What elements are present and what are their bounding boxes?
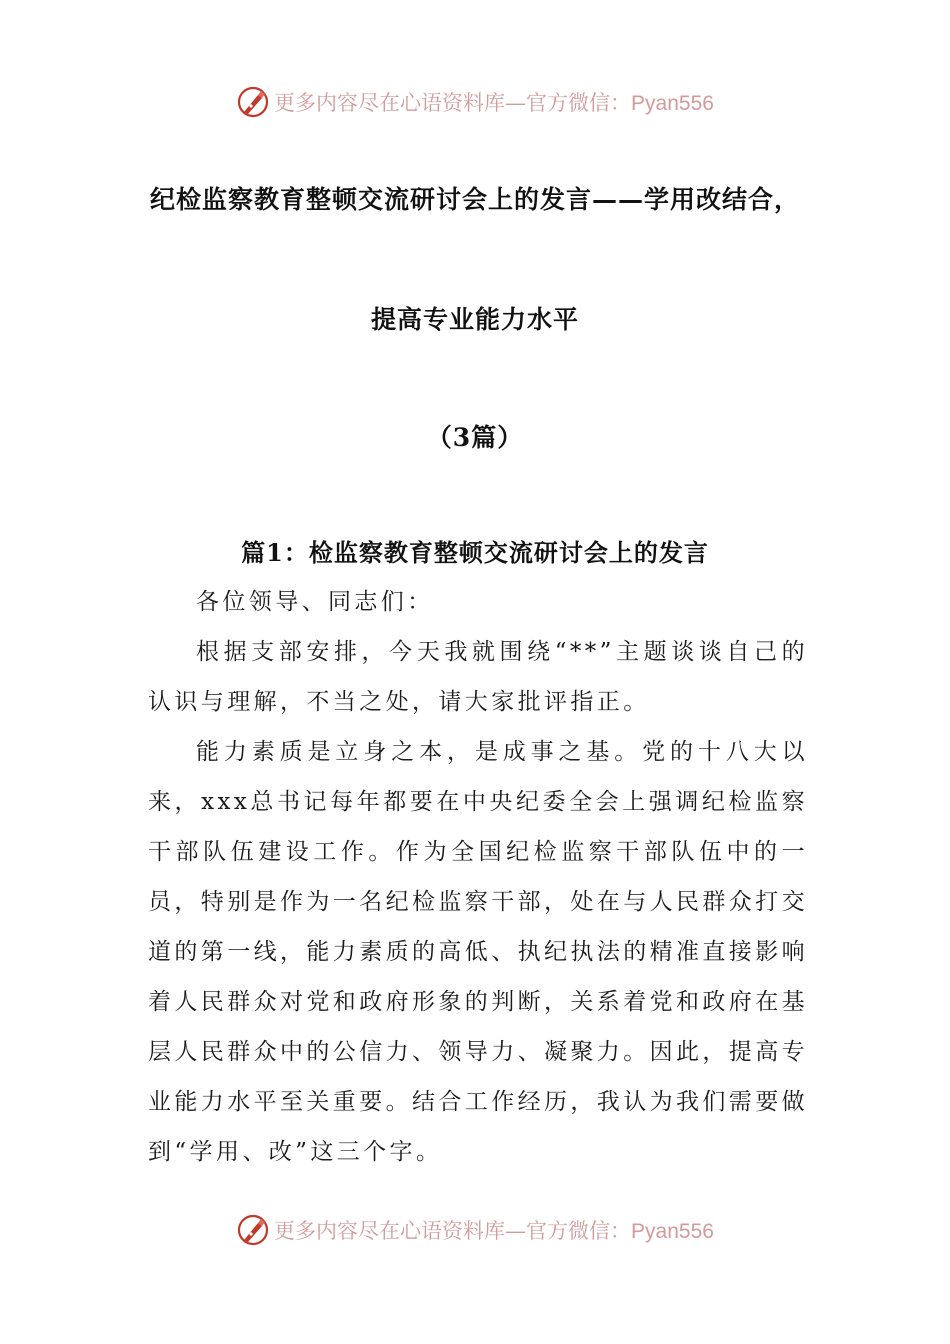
pen-nib-icon <box>236 85 270 119</box>
paragraph-greeting: 各位领导、同志们： <box>196 589 434 615</box>
document-title-line2: 提高专业能力水平 <box>370 305 579 334</box>
watermark-label: 更多内容尽在心语资料库—官方微信： <box>274 91 632 115</box>
watermark-wechat-id: Pyan556 <box>631 92 714 115</box>
watermark-wechat-id: Pyan556 <box>631 1220 714 1243</box>
watermark-label: 更多内容尽在心语资料库—官方微信： <box>274 1219 632 1243</box>
paragraph-body: 能力素质是立身之本，是成事之基。党的十八大以来，xxx总书记每年都要在中央纪委全会上强调纪检监察干部队伍建设工作。作为全国纪检监察干部队伍中的一员，特别是作为一名纪检监察干部，处在与人民群众打交道的第一线，能力素质的高低、执纪执法的精准直接影响着人民群众对党和政府形象的判断，关系着党和政府在基层人民群众中的公信力、领导力、凝聚力。因此，提高专业能力水平至关重要。结合工作经历，我认为我们需要做到“学用、改”这三个字。 <box>148 739 808 1165</box>
document-title-line1: 纪检监察教育整顿交流研讨会上的发言——学用改结合， <box>149 185 800 214</box>
paragraph-intro: 根据支部安排，今天我就围绕“**”主题谈谈自己的认识与理解，不当之处，请大家批评指正。 <box>148 639 808 715</box>
pen-nib-icon <box>236 1213 270 1247</box>
watermark-banner-bottom <box>0 1210 950 1250</box>
section-heading: 篇1：检监察教育整顿交流研讨会上的发言 <box>241 538 709 567</box>
watermark-banner-top <box>0 82 950 122</box>
watermark-text <box>274 87 714 117</box>
document-count: （3篇） <box>426 423 524 452</box>
watermark-text <box>274 1215 714 1245</box>
